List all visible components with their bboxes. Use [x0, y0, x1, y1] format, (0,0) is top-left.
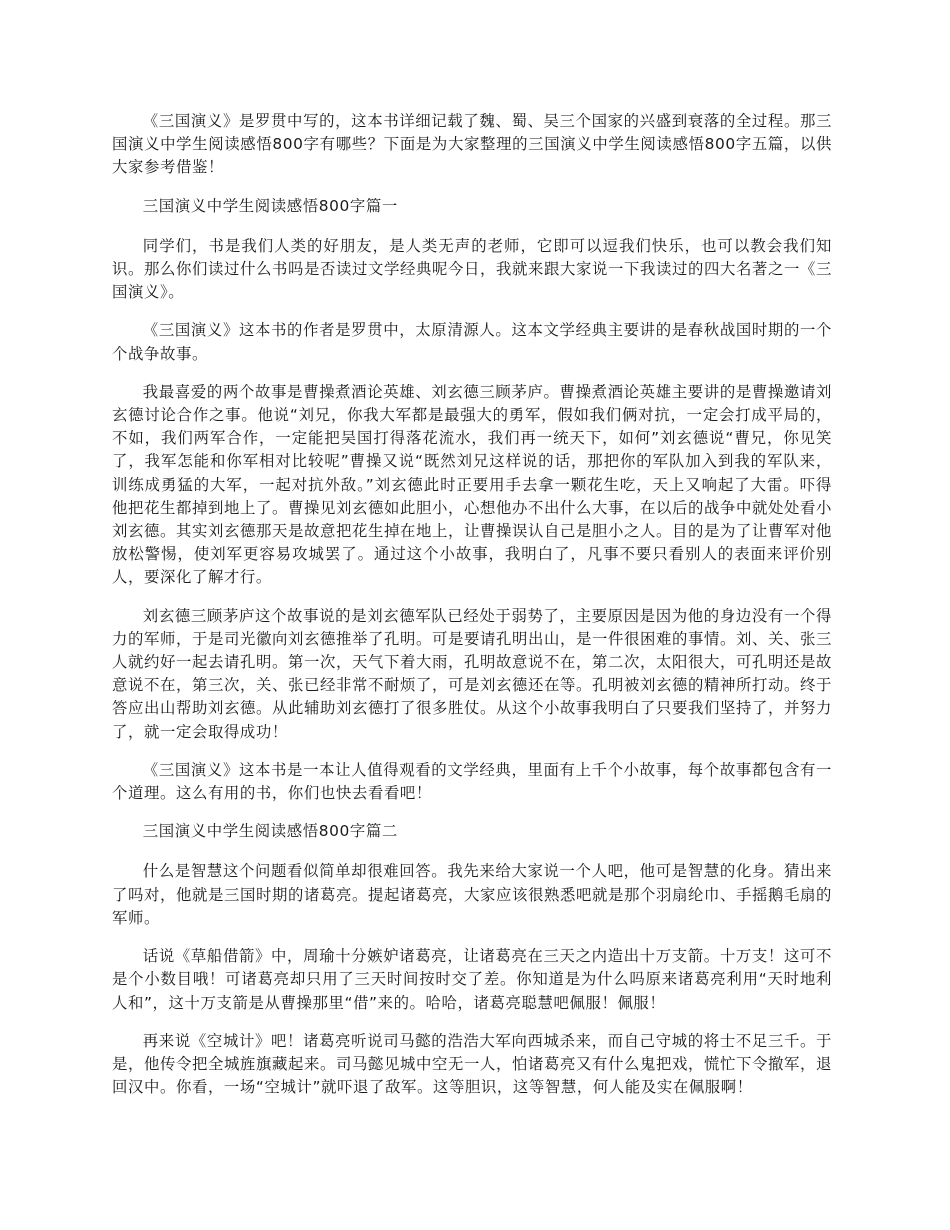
- intro-paragraph: 《三国演义》是罗贯中写的，这本书详细记载了魏、蜀、吴三个国家的兴盛到衰落的全过程。那三国演义中学生阅读感悟800字有哪些？下面是为大家整理的三国演义中学生阅读感悟800字五篇，以供大家参考借鉴！: [112, 112, 832, 177]
- section-heading-2: 三国演义中学生阅读感悟800字篇二: [142, 822, 398, 841]
- body-paragraph: 《三国演义》这本书是一本让人值得观看的文学经典，里面有上千个小故事，每个故事都包含有一个道理。这么有用的书，你们也快去看看吧！: [112, 760, 832, 803]
- body-paragraph: 刘玄德三顾茅庐这个故事说的是刘玄德军队已经处于弱势了，主要原因是因为他的身边没有一个得力的军师，于是司光徽向刘玄德推举了孔明。可是要请孔明出山，是一件很困难的事情。刘、关、张三人就约好一起去请孔明。第一次，天气下着大雨，孔明故意说不在，第二次，太阳很大，可孔明还是故意说不在，第三次，关、张已经非常不耐烦了，可是刘玄德还在等。孔明被刘玄德的精神所打动。终于答应出山帮助刘玄德。从此辅助刘玄德打了很多胜仗。从这个小故事我明白了只要我们坚持了，并努力了，就一定会取得成功！: [112, 606, 832, 741]
- section-heading-1: 三国演义中学生阅读感悟800字篇一: [142, 196, 398, 215]
- body-paragraph: 同学们，书是我们人类的好朋友，是人类无声的老师，它即可以逗我们快乐，也可以教会我们知识。那么你们读过什么书吗是否读过文学经典呢今日，我就来跟大家说一下我读过的四大名著之一《三国演义》。: [112, 236, 832, 302]
- body-paragraph: 什么是智慧这个问题看似简单却很难回答。我先来给大家说一个人吧，他可是智慧的化身。猜出来了吗对，他就是三国时期的诸葛亮。提起诸葛亮，大家应该很熟悉吧就是那个羽扇纶巾、手摇鹅毛扇的军师。: [112, 862, 832, 927]
- body-paragraph: 我最喜爱的两个故事是曹操煮酒论英雄、刘玄德三顾茅庐。曹操煮酒论英雄主要讲的是曹操邀请刘玄德讨论合作之事。他说“刘兄，你我大军都是最强大的勇军，假如我们俩对抗，一定会打成平局的，不如，我们两军合作，一定能把吴国打得落花流水，我们再一统天下，如何”刘玄德说“曹兄，你见笑了，我军怎能和你军相对比较呢”曹操又说“既然刘兄这样说的话，那把你的军队加入到我的军队来，训练成勇猛的大军，一起对抗外敌。”刘玄德此时正要用手去拿一颗花生吃，天上又响起了大雷。吓得他把花生都掉到地上了。曹操见刘玄德如此胆小，心想他办不出什么大事，在以后的战争中就处处看小刘玄德。其实刘玄德那天是故意把花生掉在地上，让曹操误认自己是胆小之人。目的是为了让曹军对他放松警惕，使刘军更容易攻城罢了。通过这个小故事，我明白了，凡事不要只看别人的表面来评价别人，要深化了解才行。: [112, 382, 832, 587]
- body-paragraph: 《三国演义》这本书的作者是罗贯中，太原清源人。这本文学经典主要讲的是春秋战国时期的一个个战争故事。: [112, 321, 832, 363]
- body-paragraph: 话说《草船借箭》中，周瑜十分嫉妒诸葛亮，让诸葛亮在三天之内造出十万支箭。十万支！这可不是个小数目哦！可诸葛亮却只用了三天时间按时交了差。你知道是为什么吗原来诸葛亮利用“天时地利人和”，这十万支箭是从曹操那里“借”来的。哈哈，诸葛亮聪慧吧佩服！佩服！: [112, 947, 832, 1012]
- body-paragraph: 再来说《空城计》吧！诸葛亮听说司马懿的浩浩大军向西城杀来，而自己守城的将士不足三千。于是，他传令把全城旌旗藏起来。司马懿见城中空无一人，怕诸葛亮又有什么鬼把戏，慌忙下令撤军，退回汉中。你看，一场“空城计”就吓退了敌军。这等胆识，这等智慧，何人能及实在佩服啊！: [112, 1031, 832, 1097]
- document-body: [112, 110, 832, 1114]
